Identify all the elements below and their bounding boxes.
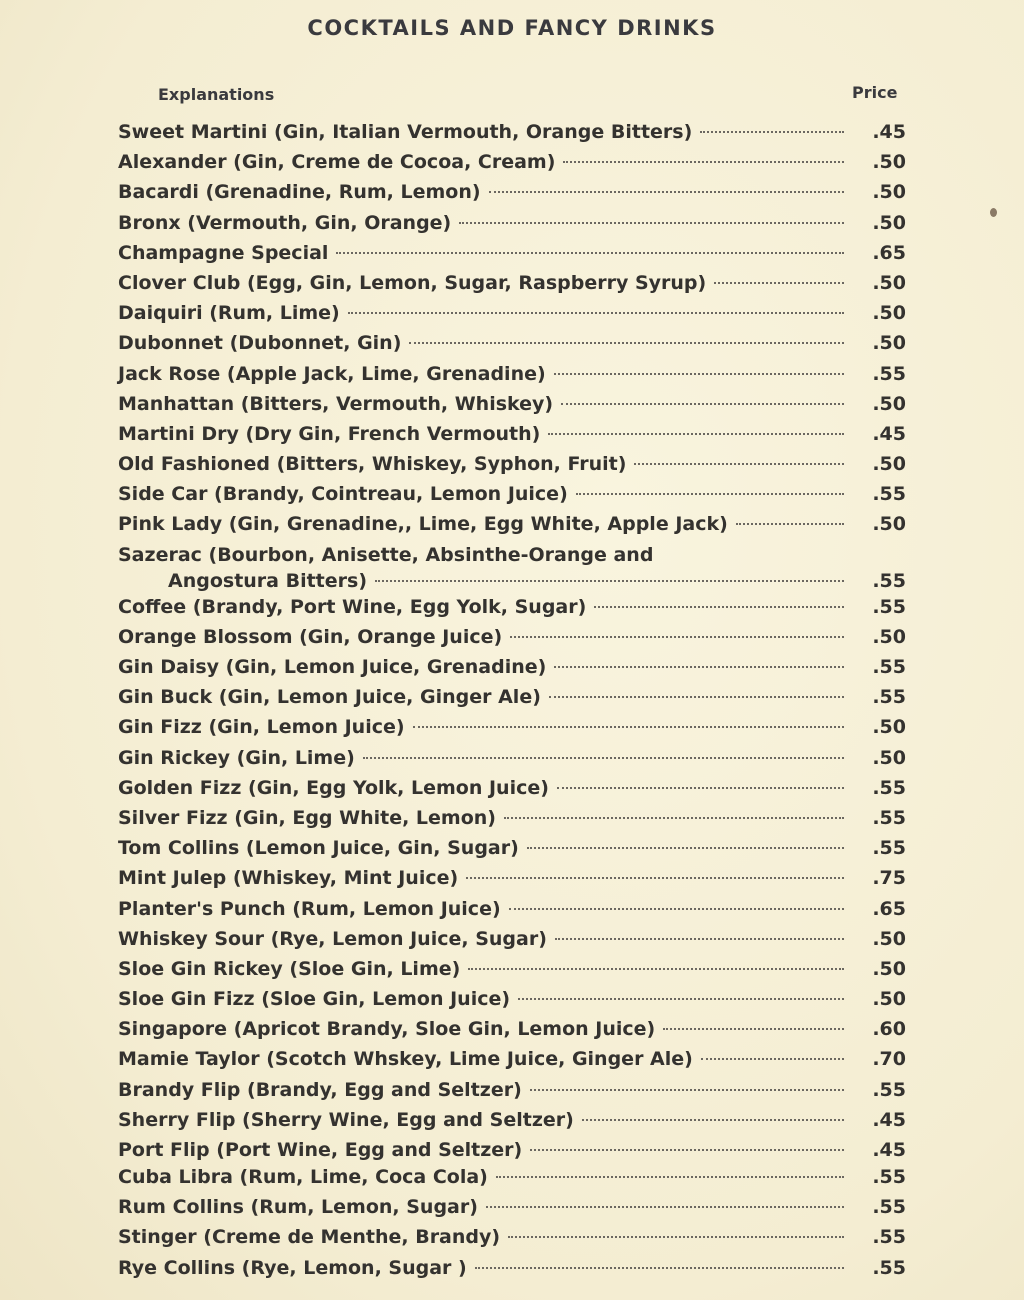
leader-dots [561,402,844,405]
menu-item [118,513,906,543]
leader-dots [582,1118,844,1121]
leader-dots [549,695,844,698]
item-description: Jack Rose (Apple Jack, Lime, Grenadine) [118,362,546,385]
item-price: .55 [872,595,906,618]
menu-item [118,1048,906,1078]
leader-dots [336,251,844,254]
leader-dots [634,462,844,465]
paper-speck [990,208,997,217]
leader-dots [468,967,844,970]
item-price: .50 [872,716,906,739]
item-description: Planter's Punch (Rum, Lemon Juice) [118,897,501,920]
item-description: Dubonnet (Dubonnet, Gin) [118,332,402,355]
leader-dots [459,221,844,224]
item-price: .55 [872,1166,906,1188]
item-description: Daiquiri (Rum, Lime) [118,302,340,325]
item-price: .55 [872,1196,906,1219]
leader-dots [375,579,844,582]
leader-dots [700,130,844,133]
menu-item [118,1196,906,1226]
item-price: .50 [872,302,906,325]
item-price: .55 [872,1078,906,1101]
leader-dots [508,1235,844,1238]
item-price: .55 [872,837,906,860]
menu-item [118,656,906,686]
item-price: .50 [872,927,906,950]
leader-dots [409,341,844,344]
leader-dots [663,1027,844,1030]
item-description: Gin Buck (Gin, Lemon Juice, Ginger Ale) [118,686,541,709]
item-price: .55 [872,806,906,829]
leader-dots [576,492,844,495]
leader-dots [563,160,844,163]
menu-item [118,1018,906,1048]
item-price: .50 [872,746,906,769]
leader-dots [413,725,844,728]
leader-dots [466,876,844,879]
menu-item [118,807,906,837]
item-description: Manhattan (Bitters, Vermouth, Whiskey) [118,392,554,415]
menu-item [118,686,906,716]
menu-item [118,302,906,332]
item-description: Port Flip (Port Wine, Egg and Seltzer) [118,1139,523,1161]
menu-item [118,423,906,453]
menu-item [118,1139,906,1166]
item-description: Gin Fizz (Gin, Lemon Juice) [118,716,405,739]
item-description: Sloe Gin Rickey (Sloe Gin, Lime) [118,957,461,980]
item-price: .55 [872,686,906,709]
menu-item [118,363,906,393]
item-description-continued: Angostura Bitters) [168,569,368,592]
item-description: Mint Julep (Whiskey, Mint Juice) [118,867,459,890]
item-price: .50 [872,332,906,355]
item-description: Sherry Flip (Sherry Wine, Egg and Seltzer) [118,1108,574,1131]
menu-item [118,272,906,302]
menu-item [118,898,906,928]
leader-dots [518,997,844,1000]
item-description: Mamie Taylor (Scotch Whskey, Lime Juice, Ginger Ale) [118,1048,693,1071]
leader-dots [594,605,844,608]
menu-item [118,1109,906,1139]
item-price: .55 [872,1256,906,1279]
item-description: Sazerac (Bourbon, Anisette, Absinthe-Orange and [118,543,654,566]
item-price: .50 [872,271,906,294]
menu-item [118,1257,906,1287]
item-description: Brandy Flip (Brandy, Egg and Seltzer) [118,1078,522,1101]
leader-dots [510,635,844,638]
item-description: Coffee (Brandy, Port Wine, Egg Yolk, Sugar) [118,595,587,618]
item-description: Alexander (Gin, Creme de Cocoa, Cream) [118,151,556,174]
menu-item [118,596,906,626]
item-description: Champagne Special [118,241,329,264]
leader-dots [548,432,844,435]
item-price: .55 [872,483,906,506]
item-description: Orange Blossom (Gin, Orange Juice) [118,625,503,648]
menu-item [118,332,906,362]
leader-dots [557,786,844,789]
item-price: .55 [872,776,906,799]
leader-dots [736,522,844,525]
item-price: .50 [872,151,906,174]
item-price: .50 [872,957,906,980]
item-description: Tom Collins (Lemon Juice, Gin, Sugar) [118,837,519,860]
menu-item [118,544,906,596]
item-description: Pink Lady (Gin, Grenadine,, Lime, Egg White, Apple Jack) [118,513,728,536]
item-description: Golden Fizz (Gin, Egg Yolk, Lemon Juice) [118,776,549,799]
menu-item [118,747,906,777]
leader-dots [486,1205,844,1208]
menu-item [118,242,906,272]
leader-dots [504,816,844,819]
item-price: .65 [872,897,906,920]
menu-item [118,1079,906,1109]
item-description: Sloe Gin Fizz (Sloe Gin, Lemon Juice) [118,988,511,1011]
leader-dots [555,937,844,940]
menu-item [118,716,906,746]
menu-item [118,1166,906,1196]
leader-dots [475,1266,844,1269]
item-price: .60 [872,1018,906,1041]
item-price: .50 [872,625,906,648]
item-description: Clover Club (Egg, Gin, Lemon, Sugar, Raspberry Syrup) [118,271,707,294]
menu-item [118,121,906,151]
menu-item [118,626,906,656]
item-description: Bacardi (Grenadine, Rum, Lemon) [118,181,481,204]
item-price: .55 [872,362,906,385]
item-description: Whiskey Sour (Rye, Lemon Juice, Sugar) [118,927,547,950]
item-price: .55 [872,1226,906,1249]
leader-dots [714,281,844,284]
leader-dots [554,372,844,375]
item-price: .55 [872,656,906,678]
item-description: Bronx (Vermouth, Gin, Orange) [118,211,452,234]
page-title: COCKTAILS AND FANCY DRINKS [307,16,717,40]
item-price: .75 [872,867,906,890]
item-description: Silver Fizz (Gin, Egg White, Lemon) [118,806,496,829]
item-description: Martini Dry (Dry Gin, French Vermouth) [118,422,541,445]
item-description: Stinger (Creme de Menthe, Brandy) [118,1226,501,1249]
item-price: .50 [872,392,906,415]
leader-dots [496,1175,844,1178]
menu-item [118,837,906,867]
item-description: Gin Rickey (Gin, Lime) [118,746,355,769]
menu-item [118,928,906,958]
menu-item [118,1226,906,1256]
item-description: Old Fashioned (Bitters, Whiskey, Syphon, Fruit) [118,453,627,476]
price-header: Price [852,83,898,102]
leader-dots [363,756,844,759]
leader-dots [527,846,844,849]
item-price: .45 [872,422,906,445]
item-price: .45 [872,121,906,143]
item-price: .55 [872,569,906,592]
leader-dots [348,311,844,314]
item-price: .45 [872,1108,906,1131]
menu-item [118,151,906,181]
item-description: Cuba Libra (Rum, Lime, Coca Cola) [118,1166,488,1188]
leader-dots [701,1057,844,1060]
item-description: Rye Collins (Rye, Lemon, Sugar ) [118,1256,467,1279]
item-price: .50 [872,453,906,476]
item-price: .50 [872,513,906,536]
menu-item [118,181,906,211]
menu-item [118,958,906,988]
explanations-header: Explanations [158,85,275,104]
leader-dots [530,1088,844,1091]
leader-dots [489,190,844,193]
item-description: Rum Collins (Rum, Lemon, Sugar) [118,1196,478,1219]
menu-item [118,212,906,242]
leader-dots [554,665,844,668]
item-price: .50 [872,181,906,204]
item-description: Sweet Martini (Gin, Italian Vermouth, Orange Bitters) [118,121,693,143]
leader-dots [530,1148,844,1151]
item-price: .45 [872,1139,906,1161]
item-price: .50 [872,211,906,234]
item-description: Side Car (Brandy, Cointreau, Lemon Juice) [118,483,568,506]
menu-item [118,393,906,423]
item-price: .70 [872,1048,906,1071]
menu-item [118,483,906,513]
menu-item [118,867,906,897]
leader-dots [509,907,844,910]
item-description: Singapore (Apricot Brandy, Sloe Gin, Lemon Juice) [118,1018,656,1041]
item-price: .50 [872,988,906,1011]
menu-item [118,777,906,807]
drink-list [118,121,906,1287]
menu-item [118,453,906,483]
menu-item [118,988,906,1018]
item-description: Gin Daisy (Gin, Lemon Juice, Grenadine) [118,656,547,678]
item-price: .65 [872,241,906,264]
